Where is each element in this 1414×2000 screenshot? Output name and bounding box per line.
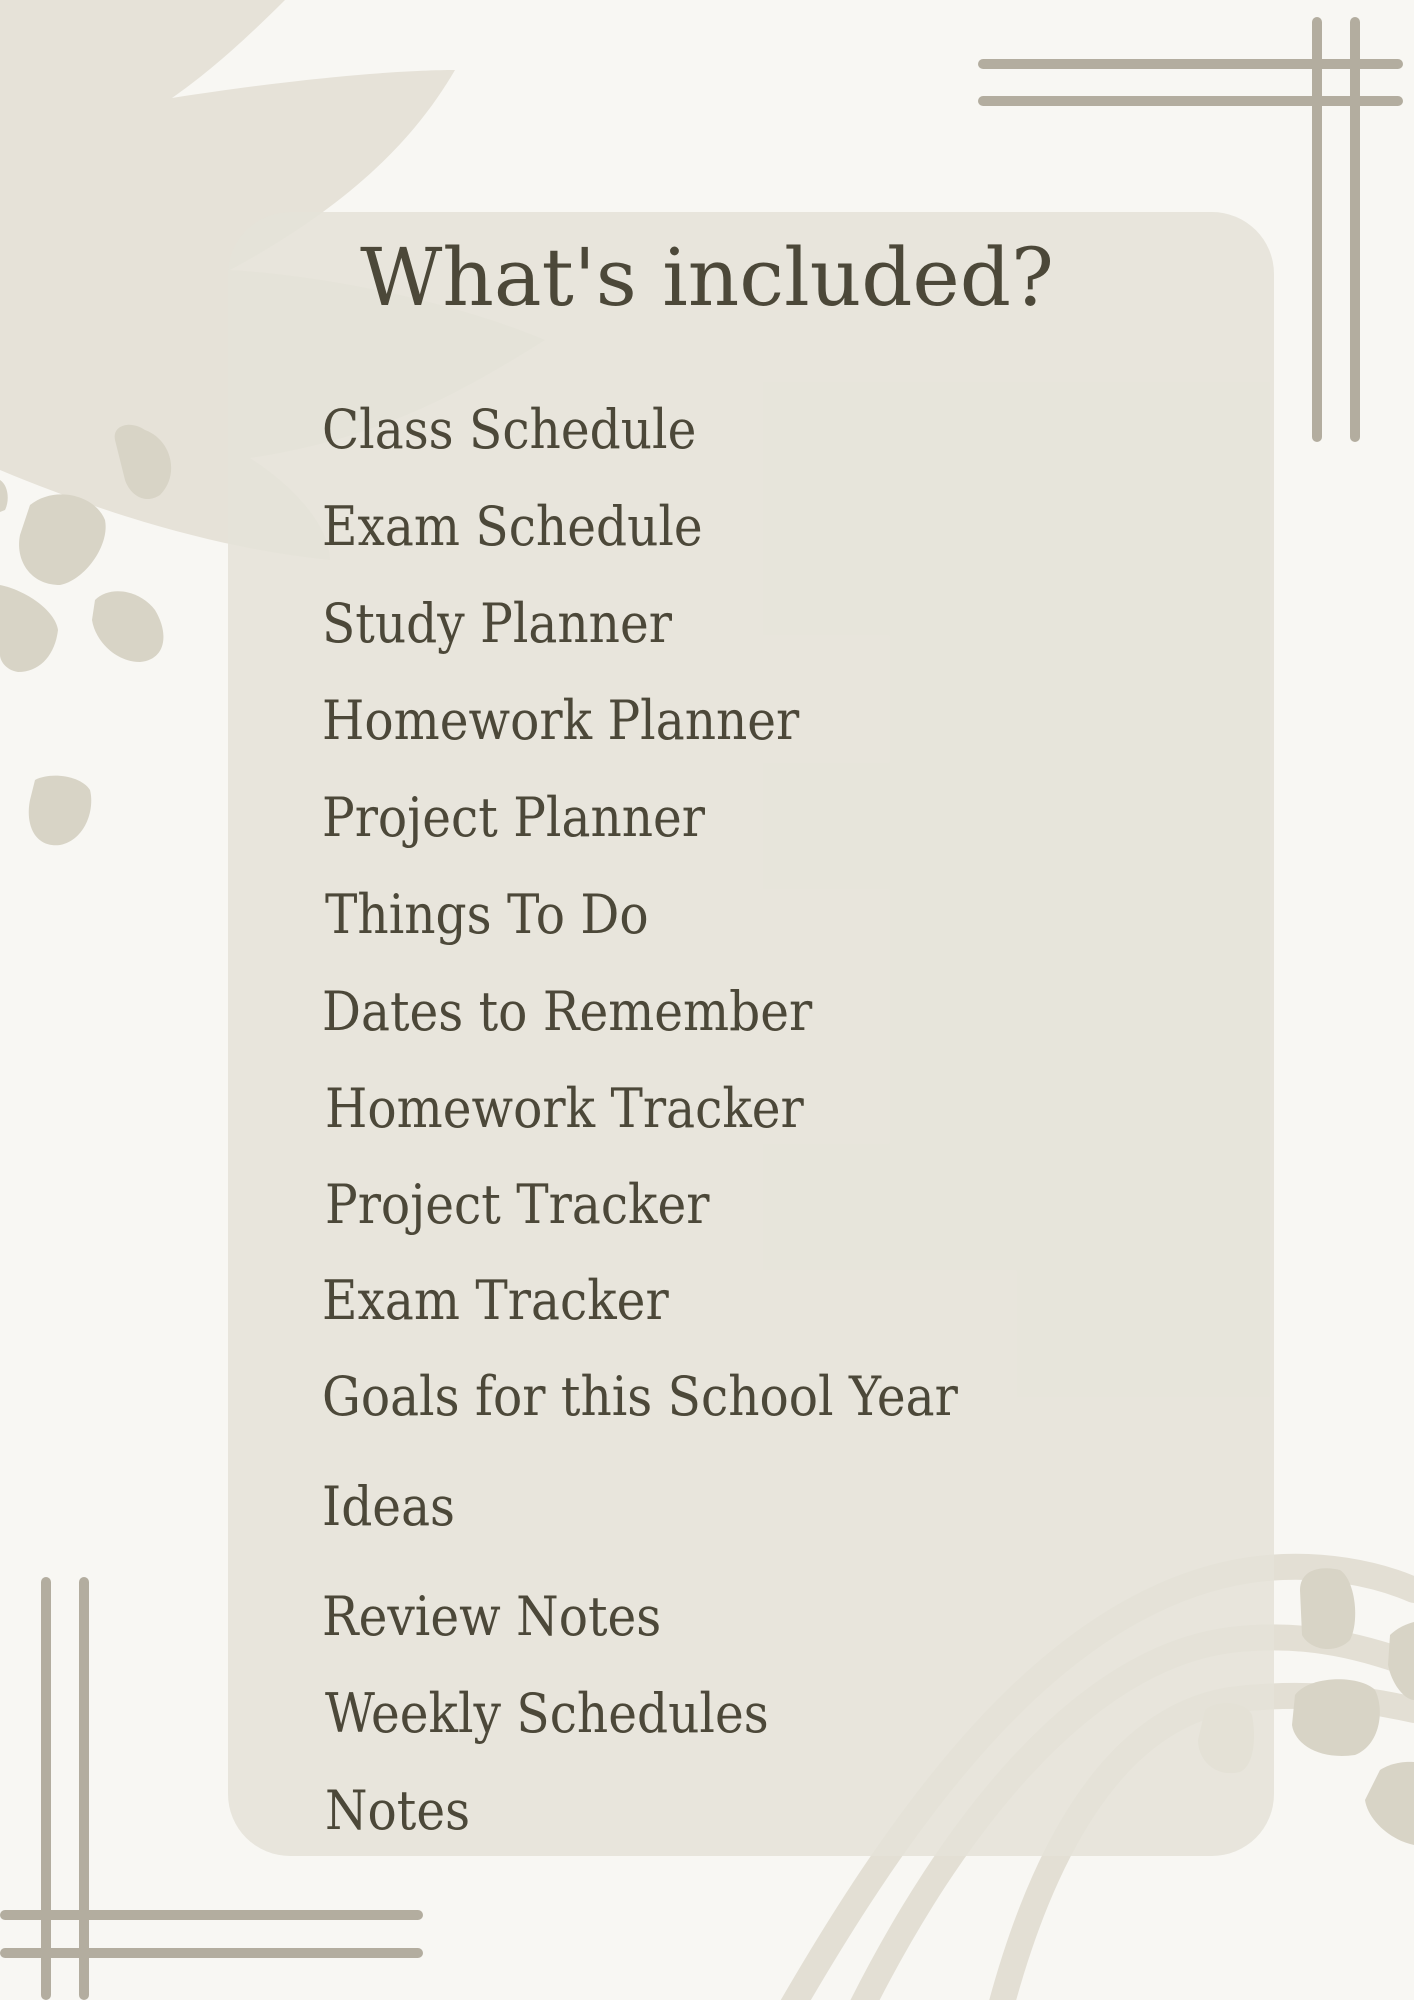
list-item: Ideas <box>322 1475 455 1538</box>
list-item: Project Planner <box>322 786 706 849</box>
list-item: Things To Do <box>325 883 649 946</box>
page-title: What's included? <box>360 231 1054 324</box>
list-item: Dates to Remember <box>322 980 813 1043</box>
list-item: Notes <box>325 1779 471 1842</box>
list-item: Exam Tracker <box>322 1269 669 1332</box>
list-item: Study Planner <box>322 592 672 655</box>
list-item: Goals for this School Year <box>322 1365 958 1428</box>
list-item: Homework Tracker <box>325 1077 804 1140</box>
list-item: Review Notes <box>322 1585 662 1648</box>
list-item: Homework Planner <box>322 689 800 752</box>
list-item: Project Tracker <box>325 1173 710 1236</box>
list-item: Class Schedule <box>322 398 697 461</box>
list-item: Weekly Schedules <box>325 1682 769 1745</box>
list-item: Exam Schedule <box>322 495 703 558</box>
